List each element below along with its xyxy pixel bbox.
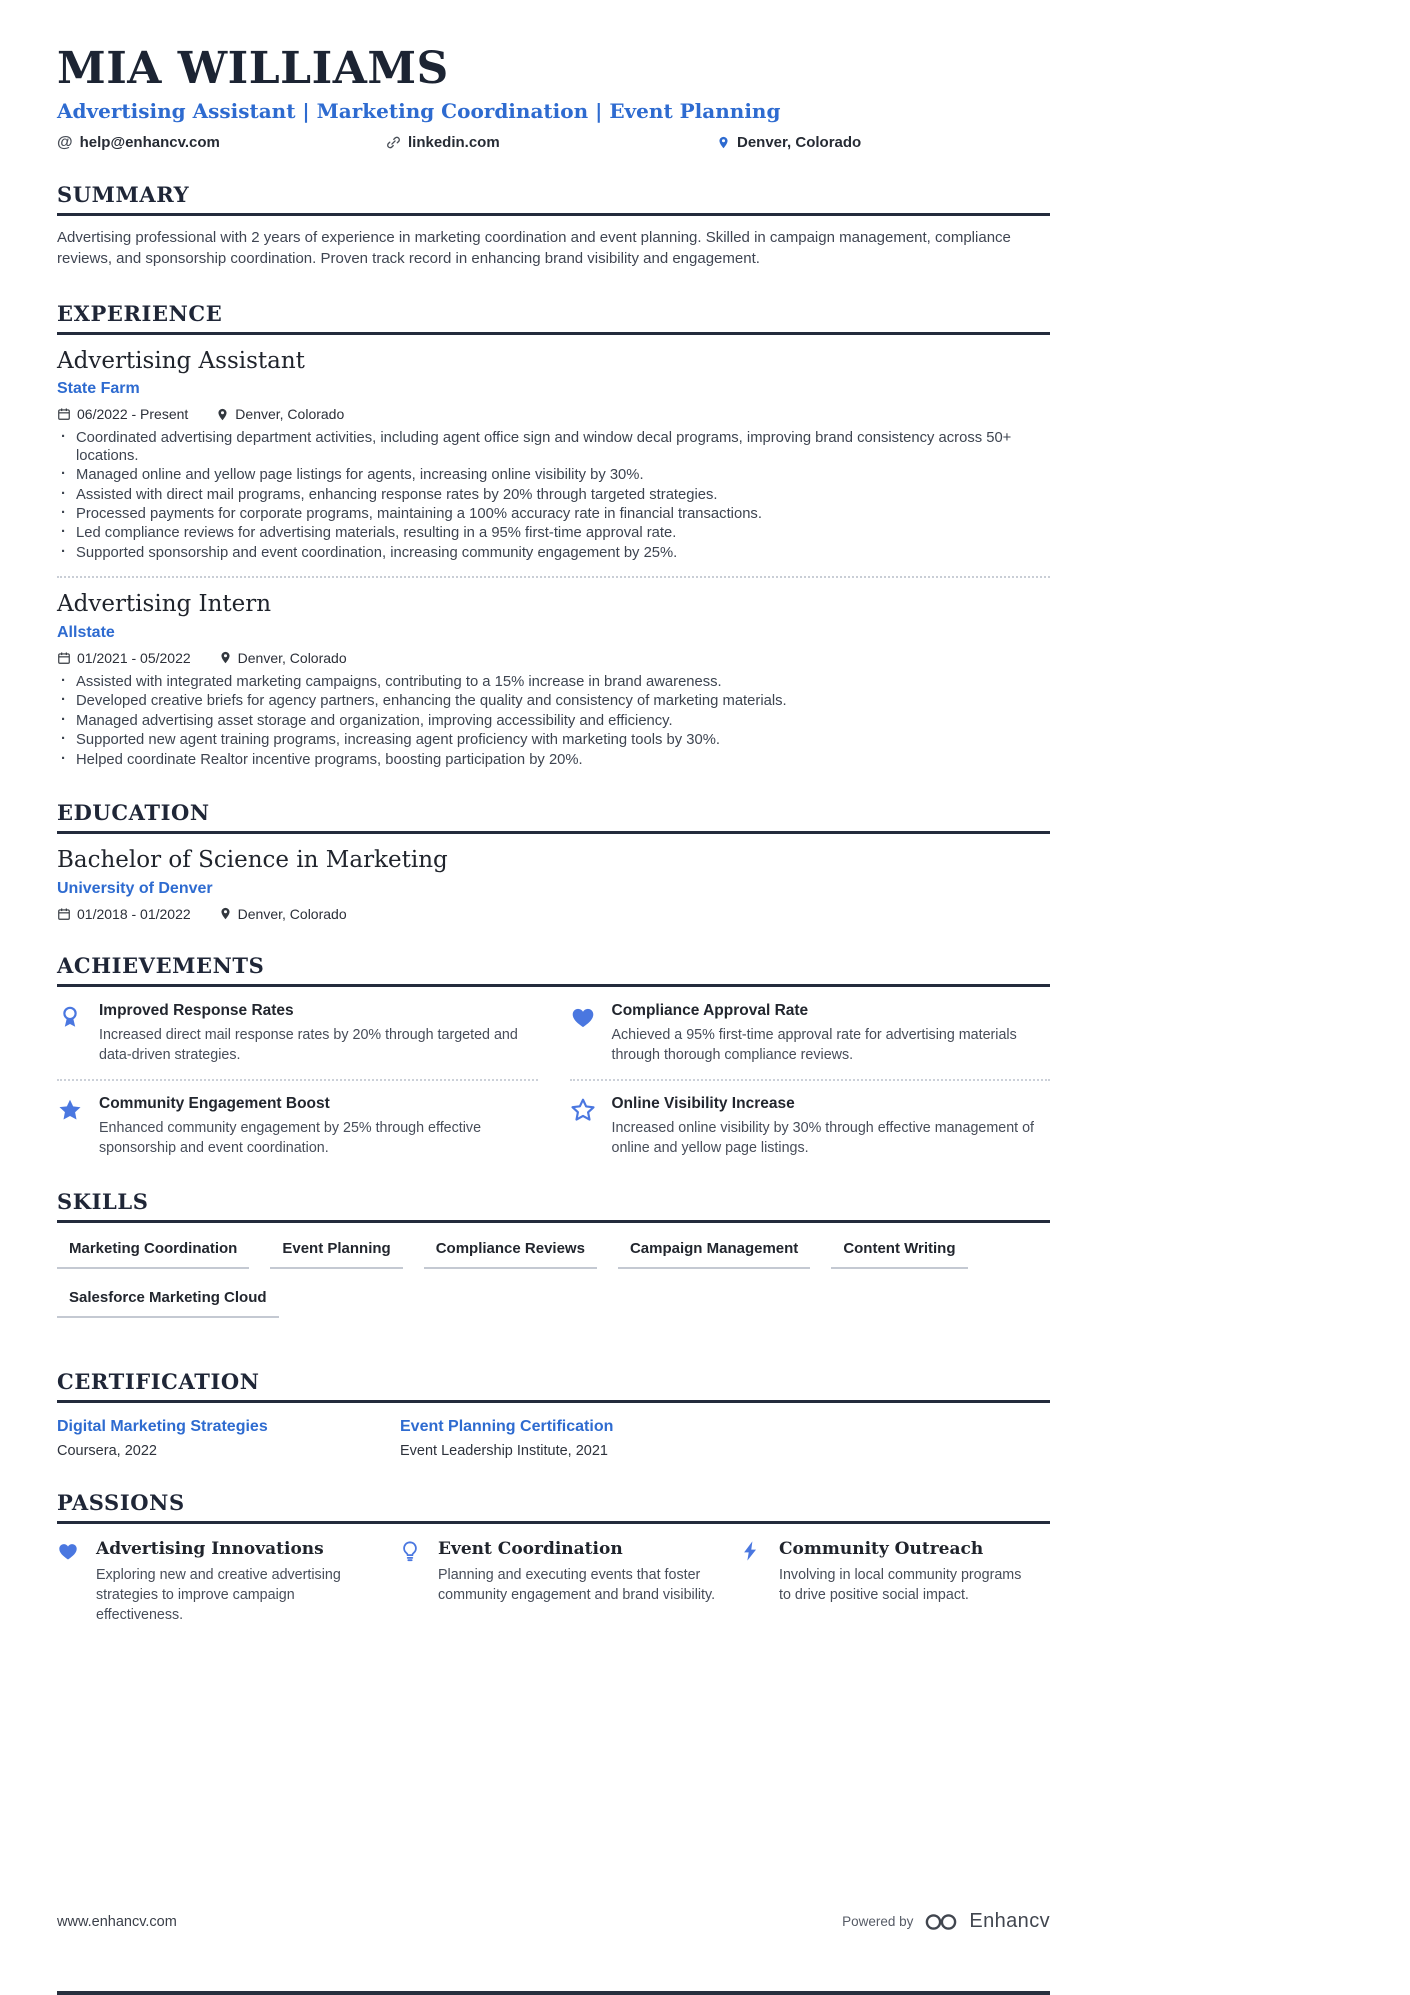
job-dates-text: 06/2022 - Present <box>77 406 189 423</box>
achievement-description: Achieved a 95% first-time approval rate for advertising materials through thorough compliance reviews. <box>611 1026 1017 1063</box>
experience-section <box>57 301 1050 769</box>
passion-description: Planning and executing events that foster community engagement and brand visibility. <box>438 1566 716 1603</box>
passion-title: Advertising Innovations <box>96 1538 324 1559</box>
headline: Advertising Assistant | Marketing Coordination | Event Planning <box>57 99 781 124</box>
achievements-section <box>57 953 1050 1158</box>
heart-icon <box>570 1002 598 1065</box>
education-location-text: Denver, Colorado <box>237 905 347 922</box>
job-location <box>219 650 347 666</box>
achievement-item <box>570 1095 1051 1158</box>
job-bullet: · Coordinated advertising department activities, including agent office sign and window decal programs, improving brand consistency across 50+ locations. <box>57 430 1050 465</box>
certification-item <box>57 1418 400 1459</box>
passion-item <box>57 1539 399 1626</box>
resume-header <box>57 43 1050 152</box>
pin-icon <box>219 906 232 921</box>
calendar-icon <box>57 651 71 665</box>
job-dates <box>57 406 188 422</box>
achievement-item <box>57 1002 538 1081</box>
contact-location <box>717 134 861 151</box>
experience-heading: EXPERIENCE <box>57 301 1050 335</box>
at-icon: @ <box>57 133 73 151</box>
job-dates-text: 01/2021 - 05/2022 <box>77 649 191 666</box>
job-bullet: · Supported sponsorship and event coordination, increasing community engagement by 25%. <box>57 545 1050 562</box>
resume-content <box>57 43 1050 1625</box>
page-break-edge <box>57 1991 1050 1995</box>
bolt-icon <box>740 1539 766 1626</box>
contact-linkedin[interactable] <box>386 134 717 151</box>
achievement-title: Community Engagement Boost <box>99 1094 330 1112</box>
star-outline-icon <box>570 1095 598 1158</box>
pin-icon <box>216 407 229 422</box>
pin-icon <box>717 135 730 150</box>
star-icon <box>57 1095 85 1158</box>
skills-list <box>57 1240 1050 1338</box>
contact-row <box>57 134 1050 151</box>
achievement-body <box>99 1002 538 1065</box>
passions-heading: PASSIONS <box>57 1490 1050 1524</box>
certification-name: Event Planning Certification <box>400 1417 614 1435</box>
education-dates-text: 01/2018 - 01/2022 <box>77 905 191 922</box>
passions-list <box>57 1539 1050 1626</box>
achievement-description: Increased online visibility by 30% through effective management of online and yellow page listings. <box>611 1119 1035 1156</box>
job-divider <box>57 576 1050 578</box>
job-bullet: · Assisted with integrated marketing campaigns, contributing to a 15% increase in brand awareness. <box>57 674 1050 691</box>
achievement-description: Increased direct mail response rates by 20% through targeted and data-driven strategies. <box>99 1026 518 1063</box>
job-bullets <box>57 430 1050 562</box>
certification-item <box>400 1418 1050 1459</box>
job-title: Advertising Assistant <box>57 347 305 374</box>
footer-site-link[interactable]: www.enhancv.com <box>57 1913 177 1930</box>
contact-email[interactable] <box>57 134 386 151</box>
job-bullet: · Processed payments for corporate programs, maintaining a 100% accuracy rate in financial transactions. <box>57 506 1050 523</box>
job-dates <box>57 650 191 666</box>
passion-title: Event Coordination <box>438 1538 623 1559</box>
degree-title: Bachelor of Science in Marketing <box>57 847 448 874</box>
job-bullet: · Managed online and yellow page listings for agents, increasing online visibility by 30%. <box>57 467 1050 484</box>
skill-item: Campaign Management <box>618 1240 810 1269</box>
page-footer <box>57 1910 1050 1933</box>
passion-title: Community Outreach <box>779 1538 984 1559</box>
achievement-item <box>570 1002 1051 1081</box>
job-location-text: Denver, Colorado <box>237 649 347 666</box>
pin-icon <box>219 650 232 665</box>
skills-section <box>57 1189 1050 1338</box>
education-meta <box>57 906 1050 922</box>
job-bullet: · Helped coordinate Realtor incentive programs, boosting participation by 20%. <box>57 752 1050 769</box>
job-bullets <box>57 674 1050 769</box>
certification-issuer: Coursera, 2022 <box>57 1442 157 1459</box>
job-entry <box>57 591 1050 769</box>
contact-email-text: help@enhancv.com <box>79 134 220 152</box>
certification-issuer: Event Leadership Institute, 2021 <box>400 1442 608 1459</box>
summary-heading: SUMMARY <box>57 182 1050 216</box>
person-name: MIA WILLIAMS <box>57 43 449 94</box>
education-section <box>57 800 1050 921</box>
passion-item <box>399 1539 740 1626</box>
passion-item <box>740 1539 1050 1626</box>
school-name: University of Denver <box>57 879 213 897</box>
infinity-logo-icon <box>923 1912 959 1932</box>
achievement-body <box>99 1095 538 1158</box>
passion-body <box>96 1539 377 1626</box>
achievement-body <box>612 1095 1051 1158</box>
skill-item: Event Planning <box>270 1240 402 1269</box>
job-bullet: · Developed creative briefs for agency partners, enhancing the quality and consistency of marketing materials. <box>57 693 1050 710</box>
education-dates <box>57 906 191 922</box>
skill-item: Content Writing <box>831 1240 967 1269</box>
skill-item: Marketing Coordination <box>57 1240 249 1269</box>
summary-text: Advertising professional with 2 years of experience in marketing coordination and event planning. Skilled in campaign management, compliance reviews, and sponsorship coordination. Proven track record in enhancing brand visibility and engagement. <box>57 229 1011 268</box>
achievement-title: Online Visibility Increase <box>611 1094 795 1112</box>
contact-location-text: Denver, Colorado <box>737 134 862 152</box>
certification-section <box>57 1369 1050 1459</box>
passion-body <box>438 1539 718 1626</box>
skills-heading: SKILLS <box>57 1189 1050 1223</box>
education-location <box>219 906 347 922</box>
education-heading: EDUCATION <box>57 800 1050 834</box>
job-bullet: · Assisted with direct mail programs, enhancing response rates by 20% through targeted strategies. <box>57 487 1050 504</box>
calendar-icon <box>57 907 71 921</box>
job-meta <box>57 406 1050 422</box>
job-bullet: · Supported new agent training programs, increasing agent proficiency with marketing tools by 30%. <box>57 732 1050 749</box>
bulb-icon <box>399 1539 425 1626</box>
job-location-text: Denver, Colorado <box>235 406 345 423</box>
medal-icon <box>57 1002 85 1065</box>
powered-by-label: Powered by <box>842 1914 914 1929</box>
job-meta <box>57 650 1050 666</box>
achievement-item <box>57 1095 538 1158</box>
heart-icon <box>57 1539 83 1626</box>
job-bullet: · Led compliance reviews for advertising materials, resulting in a 95% first-time approval rate. <box>57 525 1050 542</box>
achievement-body <box>612 1002 1051 1065</box>
company-name: Allstate <box>57 623 115 641</box>
contact-linkedin-text: linkedin.com <box>408 134 500 152</box>
education-entry <box>57 847 1050 921</box>
company-name: State Farm <box>57 380 140 398</box>
skill-item: Salesforce Marketing Cloud <box>57 1289 279 1318</box>
passion-body <box>779 1539 1028 1626</box>
achievement-title: Improved Response Rates <box>99 1001 294 1019</box>
job-title: Advertising Intern <box>57 591 272 618</box>
passion-description: Involving in local community programs to drive positive social impact. <box>779 1566 1022 1603</box>
certification-name: Digital Marketing Strategies <box>57 1417 268 1435</box>
certification-list <box>57 1418 1050 1459</box>
skill-item: Compliance Reviews <box>424 1240 597 1269</box>
job-location <box>216 406 344 422</box>
certification-heading: CERTIFICATION <box>57 1369 1050 1403</box>
summary-section <box>57 182 1050 270</box>
achievements-heading: ACHIEVEMENTS <box>57 953 1050 987</box>
brand-name: Enhancv <box>969 1910 1050 1932</box>
job-bullet: · Managed advertising asset storage and organization, improving accessibility and efficiency. <box>57 713 1050 730</box>
achievement-description: Enhanced community engagement by 25% through effective sponsorship and event coordination. <box>99 1119 482 1156</box>
calendar-icon <box>57 407 71 421</box>
powered-by-badge[interactable] <box>842 1910 1050 1933</box>
achievement-title: Compliance Approval Rate <box>611 1001 809 1019</box>
achievements-grid <box>57 1002 1050 1158</box>
passions-section <box>57 1490 1050 1626</box>
job-entry <box>57 348 1050 563</box>
passion-description: Exploring new and creative advertising strategies to improve campaign effectiveness. <box>96 1566 341 1624</box>
link-icon <box>386 135 401 150</box>
